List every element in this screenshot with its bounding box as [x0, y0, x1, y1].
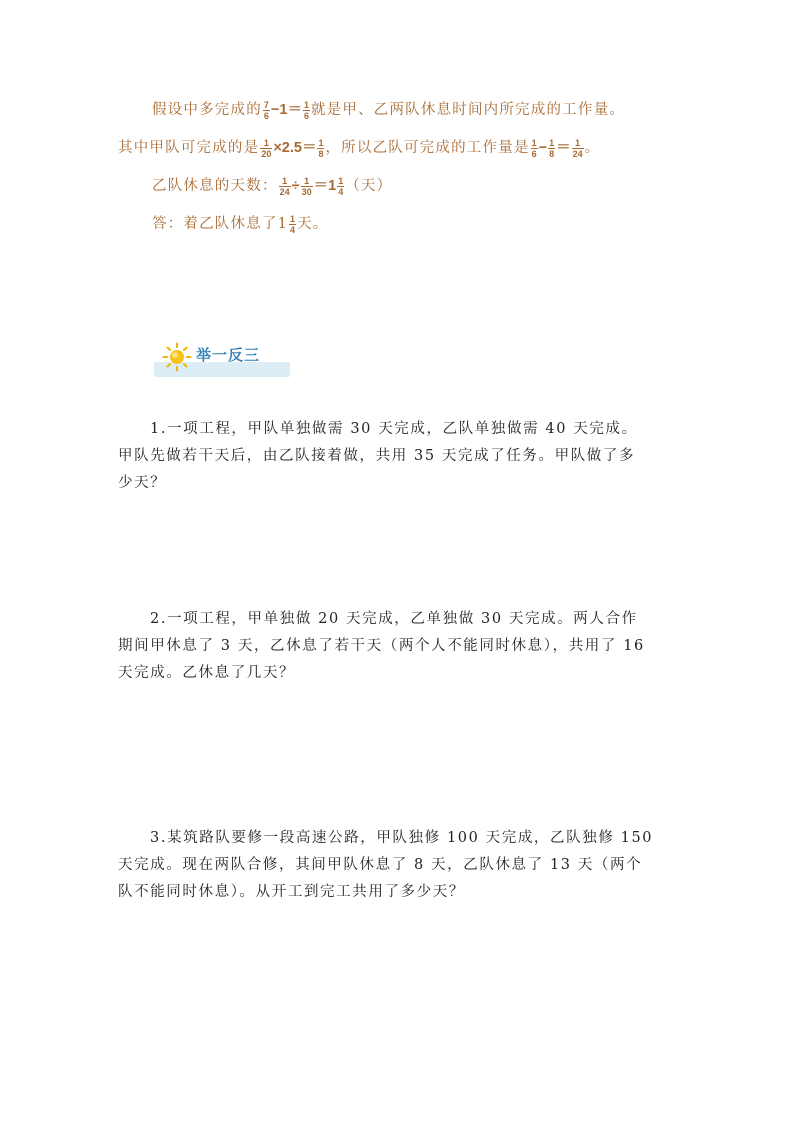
fraction: $\frac{1}{4}$: [338, 175, 344, 197]
fraction: $\frac{1}{24}$: [279, 175, 290, 197]
fraction: $\frac{1}{4}$: [290, 213, 296, 235]
problem-line: 3.某筑路队要修一段高速公路，甲队独修 100 天完成，乙队独修 150: [150, 830, 654, 846]
fraction: $\frac{1}{30}$: [301, 175, 312, 197]
solution-line-1: [152, 98, 712, 122]
math-text: −1＝: [270, 102, 302, 118]
section-title: 举一反三: [196, 346, 261, 364]
math-text: ÷: [291, 178, 300, 194]
problem-3: [118, 825, 680, 906]
fraction: $\frac{1}{8}$: [318, 137, 324, 159]
math-text: ＝1: [313, 178, 337, 194]
math-text: ×2.5＝: [273, 140, 317, 156]
fraction: $\frac{7}{6}$: [263, 99, 269, 121]
fraction: $\frac{1}{24}$: [572, 137, 583, 159]
problem-2: [118, 606, 680, 687]
solution-text: 天。: [297, 216, 329, 232]
solution-text: 答：着乙队休息了1: [152, 216, 289, 232]
math-text: ＝: [556, 140, 571, 156]
problem-line: 队不能同时休息）。从开工到完工共用了多少天？: [118, 884, 465, 900]
sun-icon: [162, 342, 192, 372]
solution-answer: [152, 212, 712, 236]
solution-text: （天）: [345, 178, 393, 194]
solution-line-3: [152, 174, 712, 198]
math-text: −: [538, 140, 548, 156]
fraction: $\frac{1}{8}$: [549, 137, 555, 159]
problem-line: 甲队先做若干天后，由乙队接着做，共用 35 天完成了任务。甲队做了多: [118, 448, 636, 464]
problem-line: 天完成。现在两队合修，其间甲队休息了 8 天，乙队休息了 13 天（两个: [118, 857, 643, 873]
solution-text: 。: [584, 140, 601, 156]
problem-line: 天完成。乙休息了几天？: [118, 665, 296, 681]
section-heading: [154, 340, 294, 380]
solution-text: 就是甲、乙两队休息时间内所完成的工作量。: [310, 102, 625, 118]
fraction: $\frac{1}{20}$: [261, 137, 272, 159]
solution-text: ，所以乙队可完成的工作量是: [325, 140, 530, 156]
solution-line-2: [118, 136, 678, 160]
solution-text: 假设中多完成的: [152, 102, 262, 118]
problem-line: 期间甲休息了 3 天，乙休息了若干天（两个人不能同时休息），共用了 16: [118, 638, 645, 654]
solution-text: 其中甲队可完成的是: [118, 140, 260, 156]
problem-1: [118, 416, 680, 497]
problem-line: 2.一项工程，甲单独做 20 天完成，乙单独做 30 天完成。两人合作: [150, 611, 638, 627]
problem-line: 1.一项工程，甲队单独做需 30 天完成，乙队单独做需 40 天完成。: [150, 421, 638, 437]
fraction: $\frac{1}{6}$: [531, 137, 537, 159]
solution-text: 乙队休息的天数：: [152, 178, 278, 194]
problem-line: 少天？: [118, 475, 167, 491]
fraction: $\frac{1}{6}$: [303, 99, 309, 121]
